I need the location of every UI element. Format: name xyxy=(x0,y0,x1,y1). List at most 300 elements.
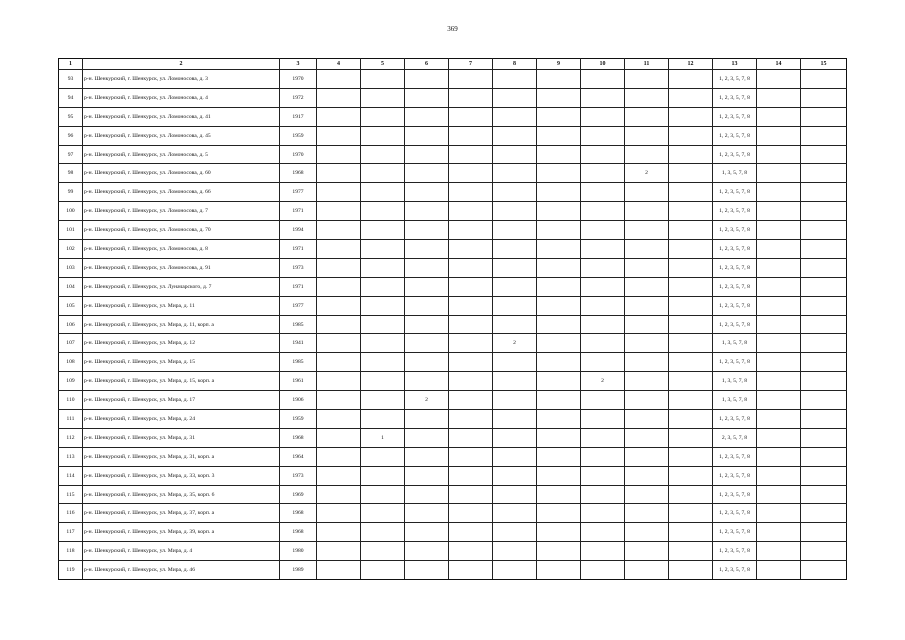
col-15-cell xyxy=(801,164,847,183)
table-row xyxy=(59,561,847,580)
col-15-cell xyxy=(801,258,847,277)
col-4-cell xyxy=(317,391,361,410)
col-8-cell xyxy=(493,353,537,372)
col-7-cell xyxy=(449,410,493,429)
row-number: 97 xyxy=(59,145,83,164)
row-number: 117 xyxy=(59,523,83,542)
col-10-cell xyxy=(581,504,625,523)
col-9-cell xyxy=(537,240,581,259)
col-14-cell xyxy=(757,296,801,315)
address-cell: р-н. Шенкурский, г. Шенкурск, ул. Ломоносова, д. 3 xyxy=(83,70,280,89)
col-12-cell xyxy=(669,183,713,202)
col-13-cell: 1, 2, 3, 5, 7, 8 xyxy=(713,485,757,504)
column-header-13: 13 xyxy=(713,59,757,70)
col-13-cell: 1, 2, 3, 5, 7, 8 xyxy=(713,70,757,89)
col-15-cell xyxy=(801,410,847,429)
col-6-cell xyxy=(405,561,449,580)
year-cell: 1968 xyxy=(280,428,317,447)
col-11-cell xyxy=(625,485,669,504)
col-4-cell xyxy=(317,353,361,372)
col-13-cell: 1, 2, 3, 5, 7, 8 xyxy=(713,221,757,240)
col-5-cell xyxy=(361,466,405,485)
col-15-cell xyxy=(801,221,847,240)
col-12-cell xyxy=(669,372,713,391)
col-6-cell xyxy=(405,277,449,296)
col-5-cell xyxy=(361,542,405,561)
year-cell: 1994 xyxy=(280,221,317,240)
col-14-cell xyxy=(757,202,801,221)
col-5-cell xyxy=(361,70,405,89)
table-row xyxy=(59,542,847,561)
col-14-cell xyxy=(757,107,801,126)
table-row xyxy=(59,315,847,334)
table-row xyxy=(59,296,847,315)
table-row xyxy=(59,410,847,429)
col-11-cell: 2 xyxy=(625,164,669,183)
col-11-cell xyxy=(625,107,669,126)
col-15-cell xyxy=(801,70,847,89)
row-number: 115 xyxy=(59,485,83,504)
row-number: 93 xyxy=(59,70,83,89)
col-9-cell xyxy=(537,202,581,221)
col-7-cell xyxy=(449,334,493,353)
col-8-cell xyxy=(493,315,537,334)
column-header-4: 4 xyxy=(317,59,361,70)
row-number: 94 xyxy=(59,88,83,107)
col-7-cell xyxy=(449,542,493,561)
col-11-cell xyxy=(625,466,669,485)
address-cell: р-н. Шенкурский, г. Шенкурск, ул. Мира, д. 33, корп. 3 xyxy=(83,466,280,485)
column-header-3: 3 xyxy=(280,59,317,70)
col-12-cell xyxy=(669,202,713,221)
col-8-cell xyxy=(493,466,537,485)
col-7-cell xyxy=(449,202,493,221)
col-7-cell xyxy=(449,145,493,164)
col-10-cell xyxy=(581,353,625,372)
col-10-cell xyxy=(581,334,625,353)
col-7-cell xyxy=(449,466,493,485)
col-9-cell xyxy=(537,447,581,466)
year-cell: 1989 xyxy=(280,561,317,580)
row-number: 112 xyxy=(59,428,83,447)
col-15-cell xyxy=(801,296,847,315)
col-4-cell xyxy=(317,523,361,542)
col-6-cell xyxy=(405,258,449,277)
col-10-cell xyxy=(581,542,625,561)
col-6-cell xyxy=(405,107,449,126)
row-number: 98 xyxy=(59,164,83,183)
col-5-cell xyxy=(361,372,405,391)
col-5-cell xyxy=(361,315,405,334)
year-cell: 1972 xyxy=(280,88,317,107)
header-row xyxy=(59,59,847,70)
col-10-cell xyxy=(581,202,625,221)
row-number: 114 xyxy=(59,466,83,485)
col-12-cell xyxy=(669,107,713,126)
col-13-cell: 1, 2, 3, 5, 7, 8 xyxy=(713,447,757,466)
col-5-cell xyxy=(361,88,405,107)
col-11-cell xyxy=(625,202,669,221)
col-9-cell xyxy=(537,88,581,107)
col-6-cell xyxy=(405,485,449,504)
col-12-cell xyxy=(669,240,713,259)
year-cell: 1971 xyxy=(280,277,317,296)
col-11-cell xyxy=(625,315,669,334)
col-5-cell xyxy=(361,277,405,296)
year-cell: 1971 xyxy=(280,240,317,259)
col-10-cell xyxy=(581,70,625,89)
col-6-cell xyxy=(405,164,449,183)
table-row xyxy=(59,504,847,523)
table-row xyxy=(59,145,847,164)
col-15-cell xyxy=(801,88,847,107)
col-11-cell xyxy=(625,183,669,202)
col-13-cell: 1, 3, 5, 7, 8 xyxy=(713,334,757,353)
col-11-cell xyxy=(625,391,669,410)
col-6-cell xyxy=(405,504,449,523)
col-13-cell: 1, 2, 3, 5, 7, 8 xyxy=(713,466,757,485)
col-14-cell xyxy=(757,221,801,240)
address-cell: р-н. Шенкурский, г. Шенкурск, ул. Мира, д. 4 xyxy=(83,542,280,561)
col-12-cell xyxy=(669,504,713,523)
col-7-cell xyxy=(449,447,493,466)
col-4-cell xyxy=(317,372,361,391)
col-14-cell xyxy=(757,523,801,542)
col-12-cell xyxy=(669,70,713,89)
col-11-cell xyxy=(625,523,669,542)
col-14-cell xyxy=(757,277,801,296)
column-header-6: 6 xyxy=(405,59,449,70)
col-14-cell xyxy=(757,353,801,372)
col-5-cell xyxy=(361,202,405,221)
col-8-cell xyxy=(493,183,537,202)
col-13-cell: 1, 2, 3, 5, 7, 8 xyxy=(713,258,757,277)
col-14-cell xyxy=(757,240,801,259)
col-4-cell xyxy=(317,88,361,107)
col-7-cell xyxy=(449,428,493,447)
col-9-cell xyxy=(537,164,581,183)
col-6-cell xyxy=(405,88,449,107)
col-9-cell xyxy=(537,353,581,372)
col-12-cell xyxy=(669,523,713,542)
column-header-9: 9 xyxy=(537,59,581,70)
address-cell: р-н. Шенкурский, г. Шенкурск, ул. Ломоносова, д. 70 xyxy=(83,221,280,240)
col-5-cell xyxy=(361,391,405,410)
col-4-cell xyxy=(317,428,361,447)
col-4-cell xyxy=(317,202,361,221)
col-8-cell xyxy=(493,107,537,126)
table-row xyxy=(59,353,847,372)
row-number: 119 xyxy=(59,561,83,580)
col-7-cell xyxy=(449,372,493,391)
table-row xyxy=(59,221,847,240)
row-number: 106 xyxy=(59,315,83,334)
row-number: 102 xyxy=(59,240,83,259)
column-header-15: 15 xyxy=(801,59,847,70)
col-11-cell xyxy=(625,428,669,447)
col-12-cell xyxy=(669,221,713,240)
col-13-cell: 2, 3, 5, 7, 8 xyxy=(713,428,757,447)
col-6-cell xyxy=(405,523,449,542)
col-7-cell xyxy=(449,561,493,580)
col-5-cell xyxy=(361,183,405,202)
col-9-cell xyxy=(537,504,581,523)
address-cell: р-н. Шенкурский, г. Шенкурск, ул. Мира, д. 12 xyxy=(83,334,280,353)
col-10-cell xyxy=(581,277,625,296)
column-header-8: 8 xyxy=(493,59,537,70)
col-12-cell xyxy=(669,391,713,410)
col-15-cell xyxy=(801,504,847,523)
col-15-cell xyxy=(801,202,847,221)
year-cell: 1961 xyxy=(280,372,317,391)
year-cell: 1968 xyxy=(280,504,317,523)
column-header-2: 2 xyxy=(83,59,280,70)
year-cell: 1970 xyxy=(280,145,317,164)
col-15-cell xyxy=(801,447,847,466)
col-9-cell xyxy=(537,428,581,447)
col-4-cell xyxy=(317,485,361,504)
col-10-cell xyxy=(581,391,625,410)
col-8-cell xyxy=(493,391,537,410)
col-8-cell xyxy=(493,410,537,429)
col-6-cell: 2 xyxy=(405,391,449,410)
col-14-cell xyxy=(757,428,801,447)
row-number: 111 xyxy=(59,410,83,429)
col-7-cell xyxy=(449,221,493,240)
col-10-cell xyxy=(581,296,625,315)
col-11-cell xyxy=(625,561,669,580)
col-12-cell xyxy=(669,334,713,353)
address-cell: р-н. Шенкурский, г. Шенкурск, ул. Мира, д. 15, корп. а xyxy=(83,372,280,391)
col-5-cell xyxy=(361,240,405,259)
address-cell: р-н. Шенкурский, г. Шенкурск, ул. Мира, д. 11 xyxy=(83,296,280,315)
col-4-cell xyxy=(317,296,361,315)
column-header-5: 5 xyxy=(361,59,405,70)
col-13-cell: 1, 2, 3, 5, 7, 8 xyxy=(713,88,757,107)
col-10-cell xyxy=(581,145,625,164)
col-12-cell xyxy=(669,353,713,372)
col-9-cell xyxy=(537,277,581,296)
row-number: 107 xyxy=(59,334,83,353)
col-5-cell xyxy=(361,107,405,126)
col-7-cell xyxy=(449,88,493,107)
col-6-cell xyxy=(405,353,449,372)
col-12-cell xyxy=(669,485,713,504)
col-8-cell xyxy=(493,88,537,107)
col-6-cell xyxy=(405,126,449,145)
row-number: 116 xyxy=(59,504,83,523)
year-cell: 1968 xyxy=(280,523,317,542)
col-15-cell xyxy=(801,561,847,580)
col-13-cell: 1, 2, 3, 5, 7, 8 xyxy=(713,277,757,296)
col-4-cell xyxy=(317,466,361,485)
col-14-cell xyxy=(757,315,801,334)
col-13-cell: 1, 2, 3, 5, 7, 8 xyxy=(713,561,757,580)
address-cell: р-н. Шенкурский, г. Шенкурск, ул. Мира, д. 37, корп. а xyxy=(83,504,280,523)
col-6-cell xyxy=(405,447,449,466)
col-13-cell: 1, 2, 3, 5, 7, 8 xyxy=(713,107,757,126)
address-cell: р-н. Шенкурский, г. Шенкурск, ул. Ломоносова, д. 4 xyxy=(83,88,280,107)
col-12-cell xyxy=(669,466,713,485)
col-13-cell: 1, 2, 3, 5, 7, 8 xyxy=(713,202,757,221)
col-4-cell xyxy=(317,126,361,145)
col-9-cell xyxy=(537,372,581,391)
col-7-cell xyxy=(449,70,493,89)
col-13-cell: 1, 3, 5, 7, 8 xyxy=(713,164,757,183)
col-7-cell xyxy=(449,126,493,145)
address-cell: р-н. Шенкурский, г. Шенкурск, ул. Ломоносова, д. 5 xyxy=(83,145,280,164)
col-11-cell xyxy=(625,277,669,296)
col-10-cell xyxy=(581,410,625,429)
col-9-cell xyxy=(537,296,581,315)
year-cell: 1985 xyxy=(280,353,317,372)
address-cell: р-н. Шенкурский, г. Шенкурск, ул. Мира, д. 24 xyxy=(83,410,280,429)
row-number: 109 xyxy=(59,372,83,391)
col-14-cell xyxy=(757,447,801,466)
col-13-cell: 1, 2, 3, 5, 7, 8 xyxy=(713,145,757,164)
col-7-cell xyxy=(449,107,493,126)
col-9-cell xyxy=(537,542,581,561)
table-row xyxy=(59,107,847,126)
col-8-cell xyxy=(493,542,537,561)
col-14-cell xyxy=(757,504,801,523)
col-5-cell xyxy=(361,485,405,504)
row-number: 103 xyxy=(59,258,83,277)
col-14-cell xyxy=(757,372,801,391)
table-row xyxy=(59,428,847,447)
col-4-cell xyxy=(317,561,361,580)
col-8-cell xyxy=(493,145,537,164)
col-9-cell xyxy=(537,561,581,580)
address-cell: р-н. Шенкурский, г. Шенкурск, ул. Ломоносова, д. 7 xyxy=(83,202,280,221)
col-9-cell xyxy=(537,70,581,89)
col-8-cell xyxy=(493,561,537,580)
col-15-cell xyxy=(801,145,847,164)
row-number: 100 xyxy=(59,202,83,221)
address-cell: р-н. Шенкурский, г. Шенкурск, ул. Ломоносова, д. 8 xyxy=(83,240,280,259)
col-8-cell xyxy=(493,296,537,315)
col-9-cell xyxy=(537,183,581,202)
col-15-cell xyxy=(801,391,847,410)
col-12-cell xyxy=(669,542,713,561)
row-number: 118 xyxy=(59,542,83,561)
address-cell: р-н. Шенкурский, г. Шенкурск, ул. Мира, д. 11, корп. а xyxy=(83,315,280,334)
col-8-cell xyxy=(493,504,537,523)
col-8-cell xyxy=(493,428,537,447)
table-row xyxy=(59,372,847,391)
address-cell: р-н. Шенкурский, г. Шенкурск, ул. Мира, д. 31, корп. а xyxy=(83,447,280,466)
col-13-cell: 1, 3, 5, 7, 8 xyxy=(713,372,757,391)
table-row xyxy=(59,485,847,504)
col-15-cell xyxy=(801,353,847,372)
row-number: 108 xyxy=(59,353,83,372)
col-14-cell xyxy=(757,334,801,353)
col-15-cell xyxy=(801,428,847,447)
year-cell: 1959 xyxy=(280,126,317,145)
address-cell: р-н. Шенкурский, г. Шенкурск, ул. Мира, д. 46 xyxy=(83,561,280,580)
col-11-cell xyxy=(625,334,669,353)
col-6-cell xyxy=(405,542,449,561)
year-cell: 1973 xyxy=(280,466,317,485)
col-12-cell xyxy=(669,296,713,315)
col-6-cell xyxy=(405,466,449,485)
col-8-cell xyxy=(493,258,537,277)
col-7-cell xyxy=(449,315,493,334)
col-7-cell xyxy=(449,391,493,410)
col-7-cell xyxy=(449,504,493,523)
row-number: 104 xyxy=(59,277,83,296)
col-15-cell xyxy=(801,485,847,504)
col-15-cell xyxy=(801,240,847,259)
col-7-cell xyxy=(449,164,493,183)
col-8-cell xyxy=(493,523,537,542)
col-8-cell xyxy=(493,164,537,183)
col-11-cell xyxy=(625,126,669,145)
address-cell: р-н. Шенкурский, г. Шенкурск, ул. Мира, д. 35, корп. 6 xyxy=(83,485,280,504)
col-10-cell xyxy=(581,315,625,334)
year-cell: 1969 xyxy=(280,485,317,504)
col-13-cell: 1, 2, 3, 5, 7, 8 xyxy=(713,542,757,561)
col-11-cell xyxy=(625,240,669,259)
col-15-cell xyxy=(801,372,847,391)
col-14-cell xyxy=(757,258,801,277)
col-13-cell: 1, 2, 3, 5, 7, 8 xyxy=(713,504,757,523)
col-13-cell: 1, 2, 3, 5, 7, 8 xyxy=(713,240,757,259)
address-cell: р-н. Шенкурский, г. Шенкурск, ул. Ломоносова, д. 45 xyxy=(83,126,280,145)
col-10-cell xyxy=(581,240,625,259)
col-13-cell: 1, 2, 3, 5, 7, 8 xyxy=(713,315,757,334)
col-12-cell xyxy=(669,315,713,334)
year-cell: 1977 xyxy=(280,296,317,315)
col-15-cell xyxy=(801,183,847,202)
col-7-cell xyxy=(449,296,493,315)
col-5-cell xyxy=(361,126,405,145)
col-14-cell xyxy=(757,561,801,580)
col-14-cell xyxy=(757,145,801,164)
address-cell: р-н. Шенкурский, г. Шенкурск, ул. Ломоносова, д. 60 xyxy=(83,164,280,183)
table-row xyxy=(59,126,847,145)
col-13-cell: 1, 2, 3, 5, 7, 8 xyxy=(713,523,757,542)
col-9-cell xyxy=(537,145,581,164)
col-14-cell xyxy=(757,126,801,145)
col-11-cell xyxy=(625,447,669,466)
col-6-cell xyxy=(405,410,449,429)
col-6-cell xyxy=(405,428,449,447)
col-4-cell xyxy=(317,277,361,296)
col-6-cell xyxy=(405,221,449,240)
col-11-cell xyxy=(625,258,669,277)
column-header-1: 1 xyxy=(59,59,83,70)
row-number: 113 xyxy=(59,447,83,466)
table-row xyxy=(59,70,847,89)
col-8-cell xyxy=(493,70,537,89)
col-9-cell xyxy=(537,221,581,240)
col-10-cell xyxy=(581,258,625,277)
col-5-cell xyxy=(361,145,405,164)
col-10-cell xyxy=(581,561,625,580)
col-12-cell xyxy=(669,88,713,107)
col-5-cell xyxy=(361,221,405,240)
row-number: 101 xyxy=(59,221,83,240)
address-cell: р-н. Шенкурский, г. Шенкурск, ул. Мира, д. 39, корп. а xyxy=(83,523,280,542)
address-cell: р-н. Шенкурский, г. Шенкурск, ул. Мира, д. 17 xyxy=(83,391,280,410)
table-row xyxy=(59,202,847,221)
col-11-cell xyxy=(625,296,669,315)
col-7-cell xyxy=(449,523,493,542)
col-4-cell xyxy=(317,315,361,334)
table-row xyxy=(59,447,847,466)
col-7-cell xyxy=(449,183,493,202)
